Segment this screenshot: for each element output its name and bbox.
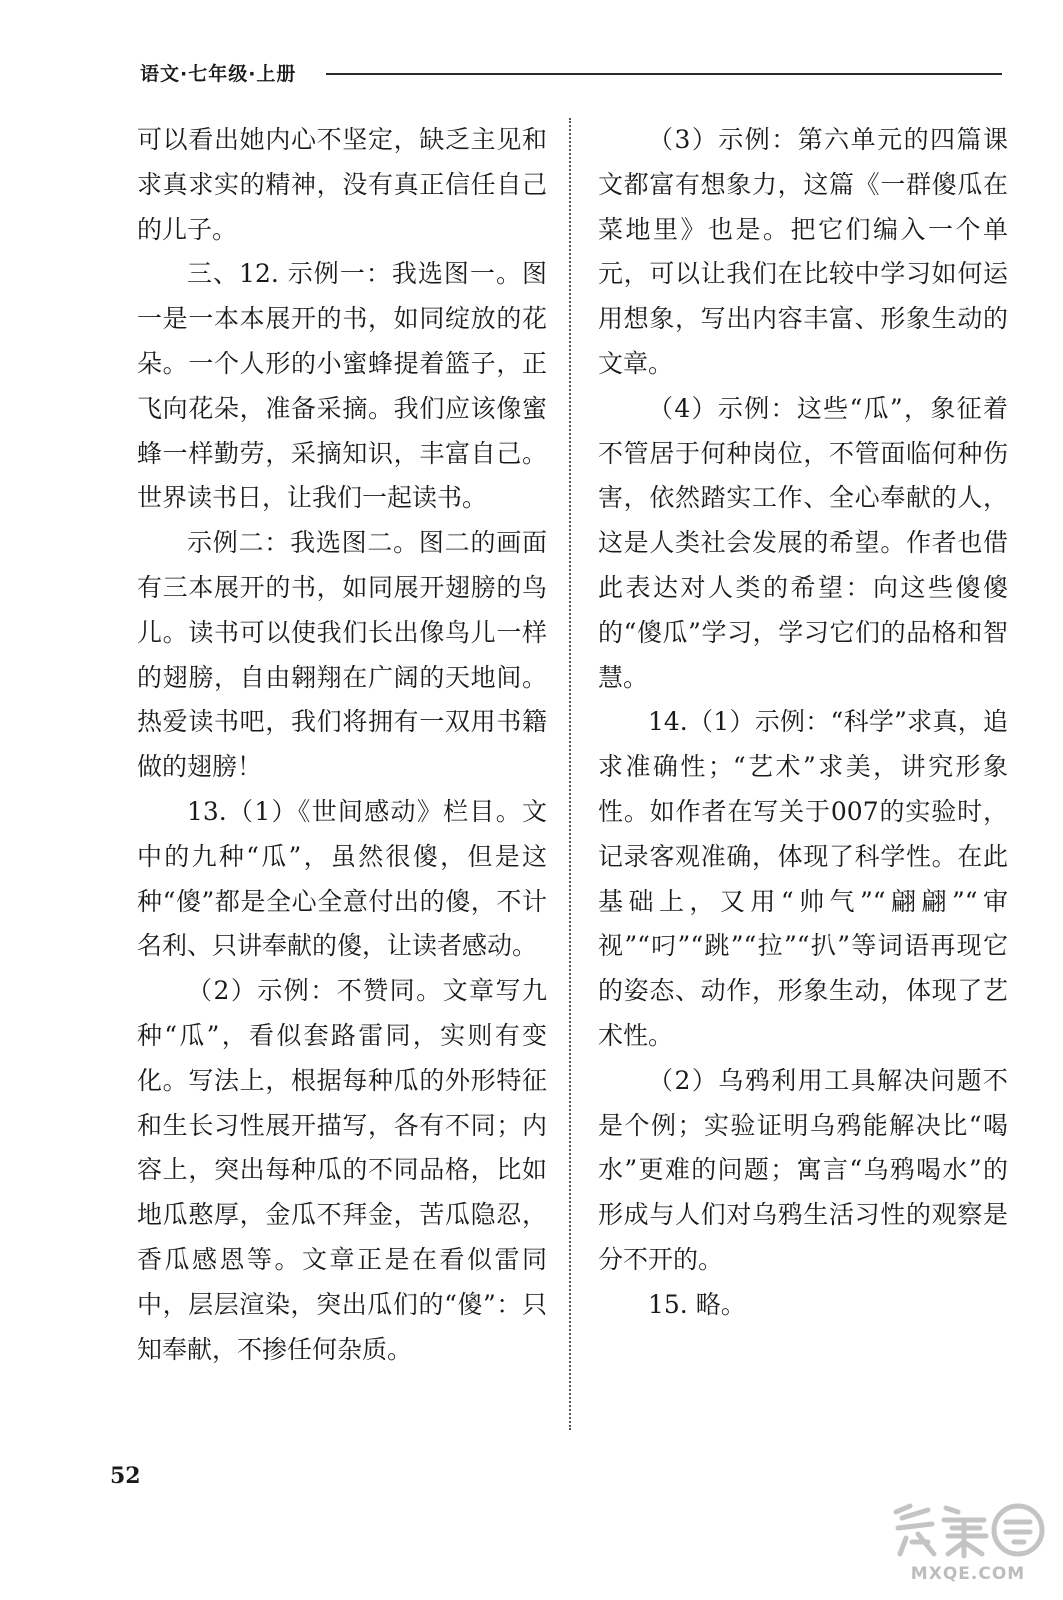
paragraph: 15. 略。 [648, 1289, 746, 1319]
paragraph: 三、12. 示例一：我选图一。图一是一本本展开的书，如同绽放的花朵。一个人形的小蜜蜂提着篮子，正飞向花朵，准备采摘。我们应该像蜜蜂一样勤劳，采摘知识，丰富自己。世界读书日，让我们一起读书。 [137, 259, 547, 513]
paragraph: 示例二：我选图二。图二的画面有三本展开的书，如同展开翅膀的鸟儿。读书可以使我们长出像鸟儿一样的翅膀，自由翱翔在广阔的天地间。热爱读书吧，我们将拥有一双用书籍做的翅膀！ [137, 528, 547, 782]
watermark [888, 1498, 1048, 1588]
paragraph: （3）示例：第六单元的四篇课文都富有想象力，这篇《一群傻瓜在菜地里》也是。把它们编入一个单元，可以让我们在比较中学习如何运用想象，写出内容丰富、形象生动的文章。 [598, 125, 1008, 378]
header-rule [326, 73, 1002, 75]
paragraph: （4）示例：这些“瓜”，象征着不管居于何种岗位，不管面临何种伤害，依然踏实工作、全心奉献的人，这是人类社会发展的希望。作者也借此表达对人类的希望：向这些傻傻的“傻瓜”学习，学习它们的品格和智慧。 [598, 393, 1008, 692]
paragraph: 13.（1）《世间感动》栏目。文中的九种“瓜”，虽然很傻，但是这种“傻”都是全心全意付出的傻，不计名利、只讲奉献的傻，让读者感动。 [137, 796, 547, 961]
paragraph: 14.（1）示例：“科学”求真，追求准确性；“艺术”求美，讲究形象性。如作者在写关于007的实验时，记录客观准确，体现了科学性。在此基础上，又用“帅气”“翩翩”“审视”“叼”“跳”“拉”“扒”等词语再现它的姿态、动作，形象生动，体现了艺术性。 [598, 707, 1008, 1050]
paragraph: （2）示例：不赞同。文章写九种“瓜”，看似套路雷同，实则有变化。写法上，根据每种瓜的外形特征和生长习性展开描写，各有不同；内容上，突出每种瓜的不同品格，比如地瓜憨厚，金瓜不拜金，苦瓜隐忍，香瓜感恩等。文章正是在看似雷同中，层层渲染，突出瓜们的“傻”：只知奉献，不掺任何杂质。 [137, 976, 547, 1364]
watermark-url: MXQE.COM [910, 1564, 1026, 1584]
header-title: 语文·七年级·上册 [140, 63, 297, 85]
left-column [137, 118, 547, 1372]
page-number: 52 [110, 1463, 141, 1489]
column-divider [569, 118, 571, 1430]
page-header [140, 62, 1002, 88]
paragraph: （2）乌鸦利用工具解决问题不是个例；实验证明乌鸦能解决比“喝水”更难的问题；寓言“乌鸦喝水”的形成与人们对乌鸦生活习性的观察是分不开的。 [598, 1065, 1008, 1274]
paragraph: 可以看出她内心不坚定，缺乏主见和求真求实的精神，没有真正信任自己的儿子。 [137, 125, 547, 244]
watermark-logo-icon [888, 1498, 1048, 1560]
right-column [598, 118, 1008, 1328]
